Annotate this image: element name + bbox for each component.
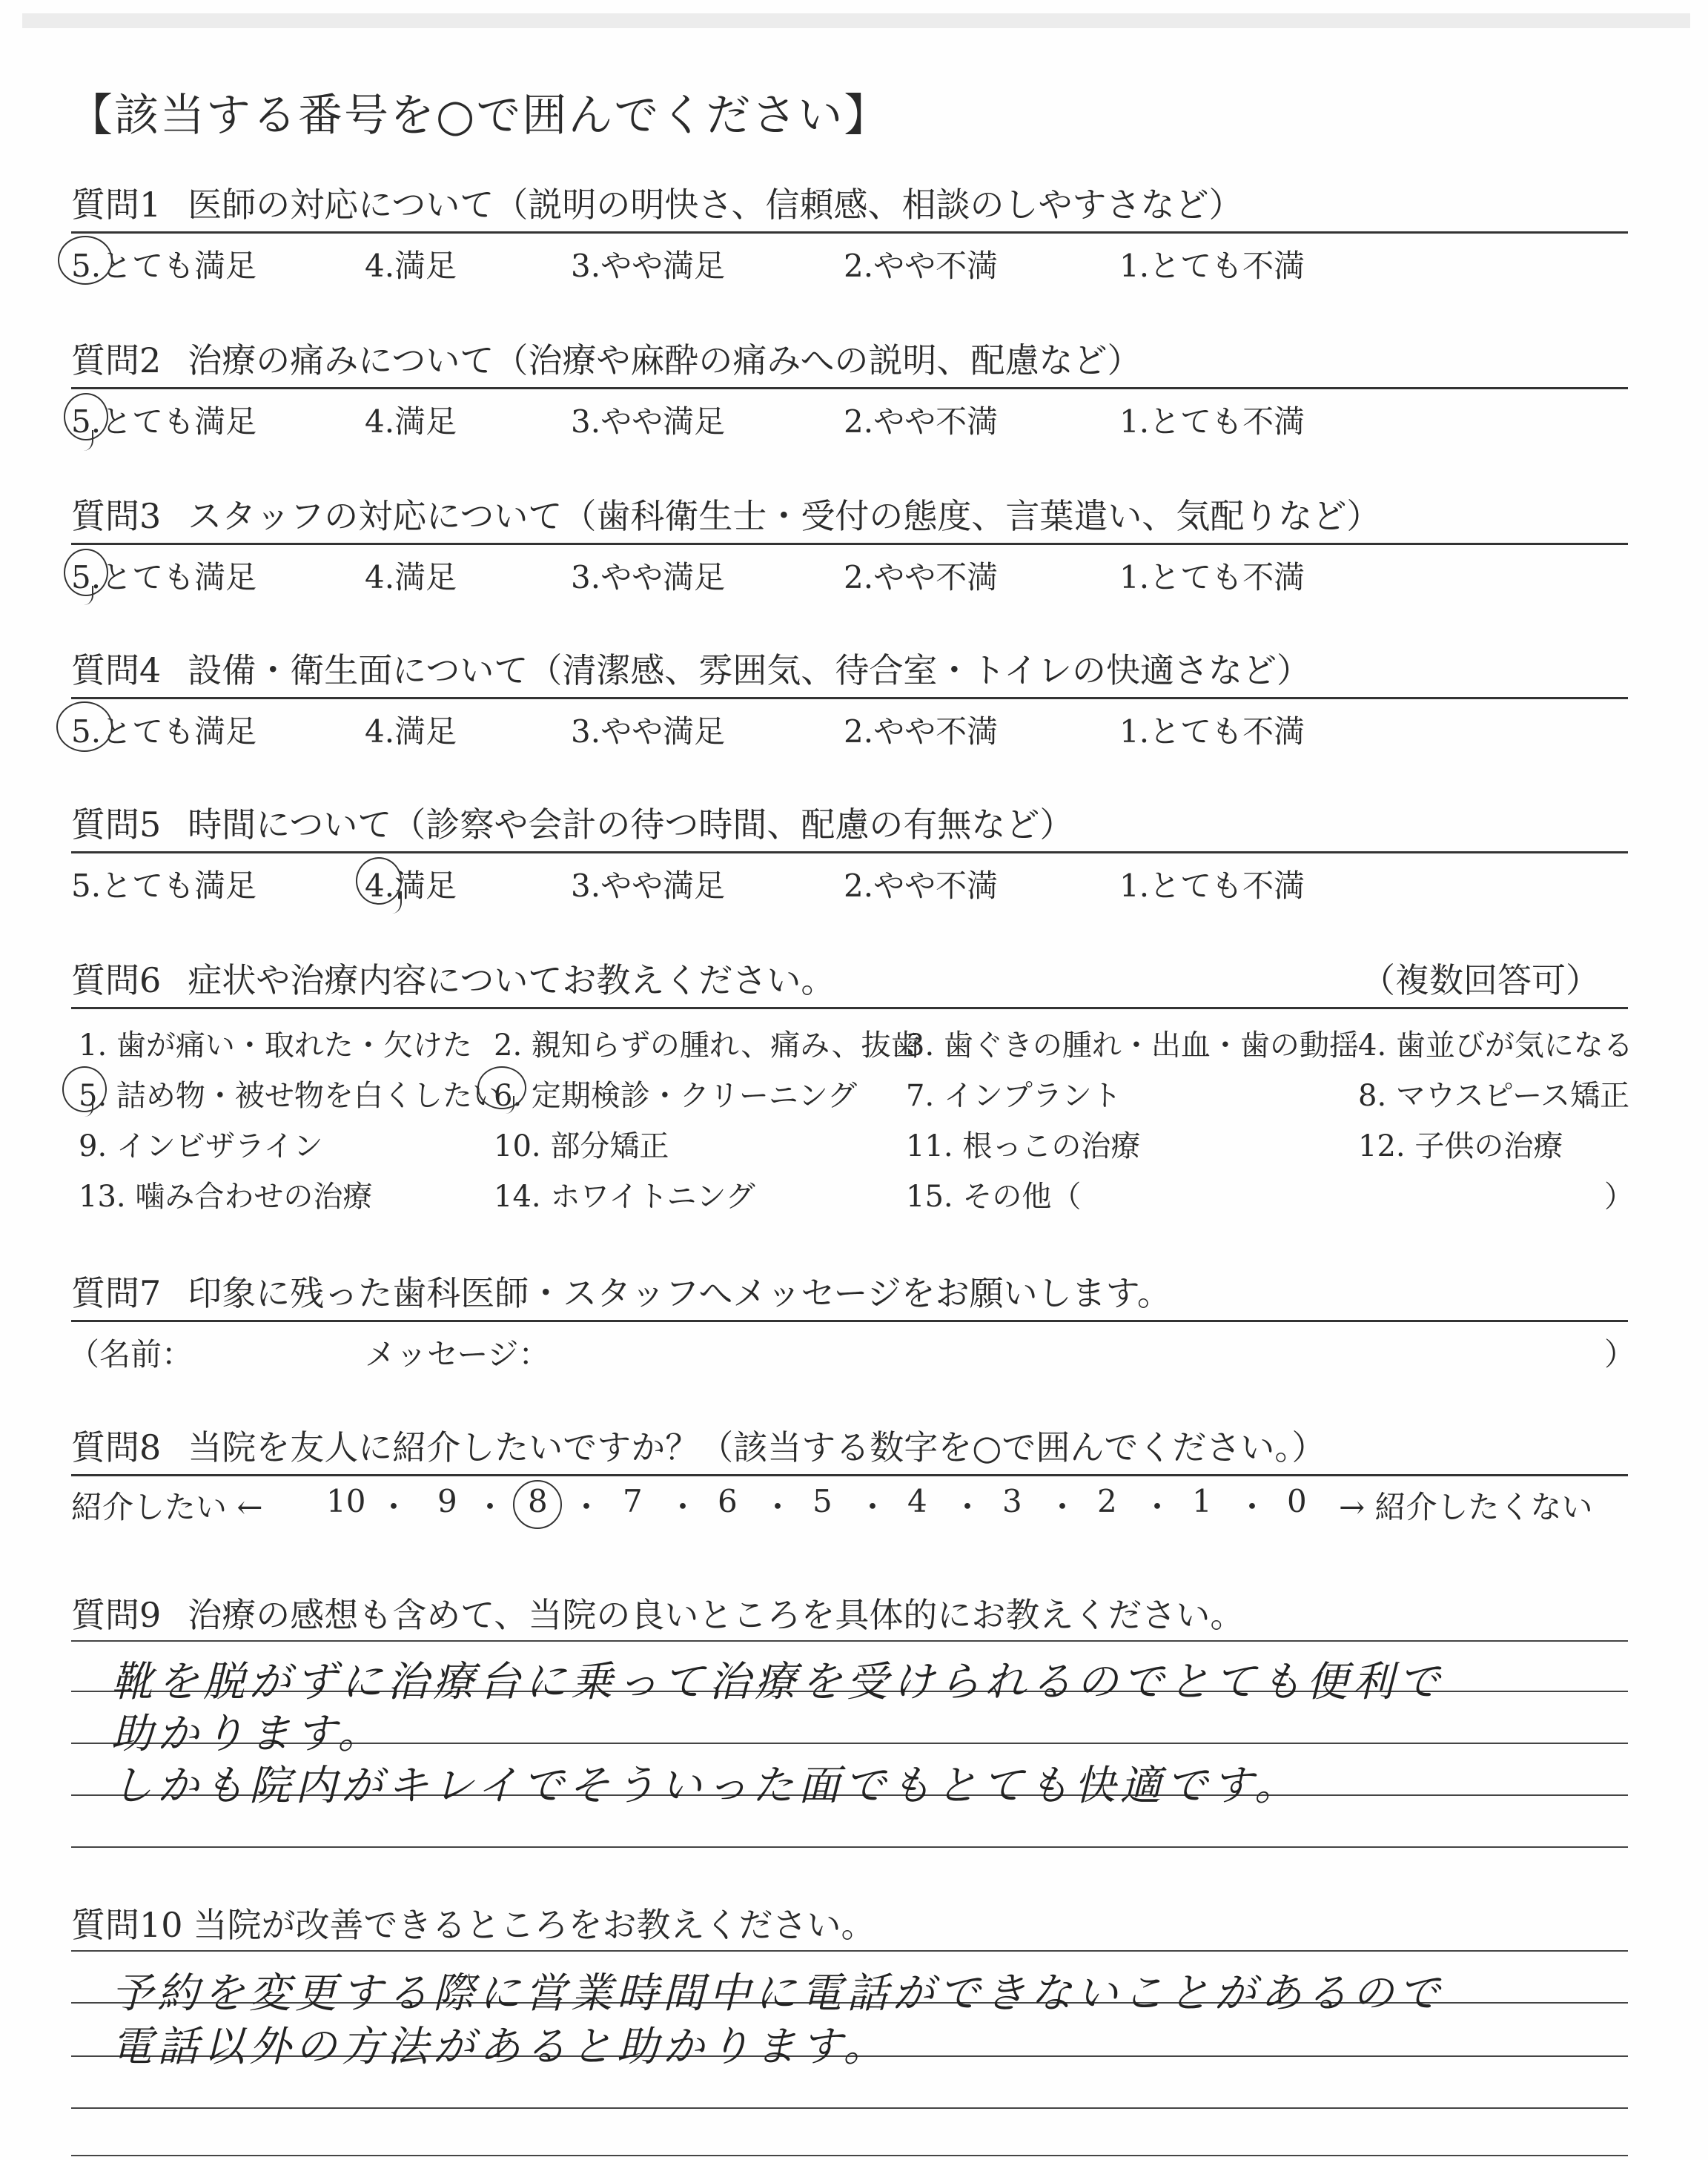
option-2[interactable]: 2.やや不満 bbox=[844, 403, 999, 440]
question-number: 質問8 bbox=[71, 1427, 162, 1467]
scale-left-label: 紹介したい ← bbox=[71, 1489, 263, 1525]
divider bbox=[71, 1320, 1628, 1322]
selected-circle-mark bbox=[58, 236, 113, 285]
scale-value-5[interactable]: 5 bbox=[812, 1483, 833, 1519]
option-1[interactable]: 1.とても不満 bbox=[1119, 868, 1305, 904]
symptom-item-10[interactable]: 10. 部分矯正 bbox=[494, 1129, 669, 1163]
handwritten-answer-line-1: 予約を変更する際に営業時間中に電話ができないことがあるので bbox=[111, 1969, 1444, 2018]
question-text: 当院を友人に紹介したいですか？（該当する数字を○で囲んでください。） bbox=[188, 1427, 1326, 1467]
page-instruction: 【該当する番号を○で囲んでください】 bbox=[68, 90, 890, 142]
scale-dot: ・ bbox=[571, 1489, 603, 1525]
option-3[interactable]: 3.やや満足 bbox=[571, 248, 726, 284]
handwritten-answer-line-3: しかも院内がキレイでそういった面でもとても快適です。 bbox=[111, 1762, 1301, 1810]
circle-tail-stroke bbox=[74, 586, 93, 605]
scale-dot: ・ bbox=[1142, 1489, 1174, 1525]
symptom-item-1[interactable]: 1. 歯が痛い・取れた・欠けた bbox=[79, 1028, 472, 1063]
scale-value-7[interactable]: 7 bbox=[623, 1483, 643, 1519]
scale-dot: ・ bbox=[474, 1489, 506, 1525]
question-text: 印象に残った歯科医師・スタッフへメッセージをお願いします。 bbox=[188, 1273, 1171, 1313]
divider bbox=[71, 1007, 1628, 1009]
option-1[interactable]: 1.とても不満 bbox=[1119, 403, 1305, 440]
option-1[interactable]: 1.とても不満 bbox=[1119, 713, 1305, 750]
symptom-item-3[interactable]: 3. 歯ぐきの腫れ・出血・歯の動揺 bbox=[906, 1028, 1359, 1063]
symptom-item-11[interactable]: 11. 根っこの治療 bbox=[906, 1129, 1141, 1163]
question-number: 質問4 bbox=[71, 650, 162, 690]
divider bbox=[71, 697, 1628, 699]
option-4[interactable]: 4.満足 bbox=[365, 868, 457, 904]
question-text: 時間について（診察や会計の待つ時間、配慮の有無など） bbox=[188, 805, 1074, 845]
symptom-item-5[interactable]: 5. 詰め物・被せ物を白くしたい bbox=[79, 1079, 502, 1113]
scale-value-0[interactable]: 0 bbox=[1287, 1483, 1307, 1519]
option-5[interactable]: 5.とても満足 bbox=[71, 403, 257, 440]
scale-value-4[interactable]: 4 bbox=[907, 1483, 927, 1519]
symptom-item-12[interactable]: 12. 子供の治療 bbox=[1358, 1129, 1563, 1163]
answer-line bbox=[71, 1950, 1628, 1952]
circle-tail-stroke bbox=[383, 891, 402, 914]
answer-line bbox=[71, 2155, 1628, 2156]
scan-top-band bbox=[22, 13, 1690, 28]
question-number: 質問2 bbox=[71, 340, 162, 380]
option-5[interactable]: 5.とても満足 bbox=[71, 868, 257, 904]
symptom-item-13[interactable]: 13. 噛み合わせの治療 bbox=[79, 1180, 373, 1214]
divider bbox=[71, 543, 1628, 545]
message-close-paren: ） bbox=[1604, 1336, 1636, 1373]
option-1[interactable]: 1.とても不満 bbox=[1119, 559, 1305, 595]
option-4[interactable]: 4.満足 bbox=[365, 403, 457, 440]
question-number: 質問5 bbox=[71, 805, 162, 845]
symptom-item-4[interactable]: 4. 歯並びが気になる bbox=[1358, 1028, 1633, 1063]
question-text: 治療の感想も含めて、当院の良いところを具体的にお教えください。 bbox=[188, 1595, 1245, 1635]
symptom-item-8[interactable]: 8. マウスピース矯正 bbox=[1358, 1079, 1630, 1113]
scale-dot: ・ bbox=[1237, 1489, 1268, 1525]
question-text: スタッフの対応について（歯科衛生士・受付の態度、言葉遣い、気配りなど） bbox=[188, 496, 1381, 536]
circle-tail-stroke bbox=[76, 1099, 93, 1117]
question-text: 設備・衛生面について（清潔感、雰囲気、待合室・トイレの快適さなど） bbox=[188, 650, 1311, 690]
circle-tail-stroke bbox=[497, 1096, 514, 1114]
question-text: 症状や治療内容についてお教えください。 bbox=[188, 960, 835, 1000]
option-3[interactable]: 3.やや満足 bbox=[571, 559, 726, 595]
question-number: 質問6 bbox=[71, 960, 162, 1000]
option-5[interactable]: 5.とても満足 bbox=[71, 248, 257, 284]
answer-line bbox=[71, 1640, 1628, 1642]
option-4[interactable]: 4.満足 bbox=[365, 559, 457, 595]
circle-tail-stroke bbox=[74, 430, 93, 451]
symptom-item-7[interactable]: 7. インプラント bbox=[906, 1079, 1122, 1113]
scale-value-6[interactable]: 6 bbox=[718, 1483, 738, 1519]
handwritten-answer-line-1: 靴を脱がずに治療台に乗って治療を受けられるのでとても便利で bbox=[111, 1658, 1444, 1706]
multiple-answers-note: （複数回答可） bbox=[1361, 960, 1600, 1000]
scale-dot: ・ bbox=[378, 1489, 410, 1525]
handwritten-answer-line-2: 電話以外の方法があると助かります。 bbox=[111, 2023, 890, 2071]
name-label: （名前： bbox=[68, 1336, 193, 1373]
scale-dot: ・ bbox=[1047, 1489, 1079, 1525]
symptom-item-6[interactable]: 6. 定期検診・クリーニング bbox=[494, 1079, 858, 1113]
answer-line bbox=[71, 2107, 1628, 2109]
option-4[interactable]: 4.満足 bbox=[365, 713, 457, 750]
divider bbox=[71, 851, 1628, 853]
option-3[interactable]: 3.やや満足 bbox=[571, 868, 726, 904]
recommend-scale bbox=[0, 1483, 1708, 1527]
question-text: 医師の対応について（説明の明快さ、信頼感、相談のしやすさなど） bbox=[188, 185, 1243, 225]
option-2[interactable]: 2.やや不満 bbox=[844, 713, 999, 750]
selected-circle-mark bbox=[56, 701, 113, 752]
question-number: 質問9 bbox=[71, 1595, 162, 1635]
option-4[interactable]: 4.満足 bbox=[365, 248, 457, 284]
scale-dot: ・ bbox=[857, 1489, 889, 1525]
handwritten-answer-line-2: 助かります。 bbox=[111, 1710, 384, 1758]
option-5[interactable]: 5.とても満足 bbox=[71, 713, 257, 750]
selected-circle-mark bbox=[513, 1480, 562, 1529]
option-2[interactable]: 2.やや不満 bbox=[844, 559, 999, 595]
option-3[interactable]: 3.やや満足 bbox=[571, 713, 726, 750]
scale-right-label: → 紹介したくない bbox=[1339, 1489, 1593, 1525]
scale-dot: ・ bbox=[952, 1489, 984, 1525]
option-5[interactable]: 5.とても満足 bbox=[71, 559, 257, 595]
divider bbox=[71, 1474, 1628, 1476]
scale-dot: ・ bbox=[667, 1489, 699, 1525]
option-2[interactable]: 2.やや不満 bbox=[844, 868, 999, 904]
scale-value-3[interactable]: 3 bbox=[1002, 1483, 1022, 1519]
divider bbox=[71, 231, 1628, 234]
question-number: 質問3 bbox=[71, 496, 162, 536]
question-text: 当院が改善できるところをお教えください。 bbox=[193, 1905, 875, 1945]
option-3[interactable]: 3.やや満足 bbox=[571, 403, 726, 440]
scale-value-2[interactable]: 2 bbox=[1097, 1483, 1117, 1519]
scale-value-8[interactable]: 8 bbox=[528, 1483, 548, 1519]
question-number: 質問1 bbox=[71, 185, 162, 225]
option-2[interactable]: 2.やや不満 bbox=[844, 248, 999, 284]
answer-line bbox=[71, 1846, 1628, 1848]
other-close-paren: ） bbox=[1604, 1180, 1634, 1214]
symptom-item-2[interactable]: 2. 親知らずの腫れ、痛み、抜歯 bbox=[494, 1028, 921, 1063]
question-number: 質問10 bbox=[71, 1905, 183, 1945]
question-number: 質問7 bbox=[71, 1273, 162, 1313]
scale-dot: ・ bbox=[762, 1489, 794, 1525]
question-text: 治療の痛みについて（治療や麻酔の痛みへの説明、配慮など） bbox=[188, 340, 1142, 380]
scale-value-10[interactable]: 10 bbox=[326, 1483, 366, 1519]
scale-value-1[interactable]: 1 bbox=[1192, 1483, 1212, 1519]
divider bbox=[71, 387, 1628, 389]
symptom-item-14[interactable]: 14. ホワイトニング bbox=[494, 1180, 755, 1214]
symptom-item-15[interactable]: 15. その他（ bbox=[906, 1180, 1082, 1214]
symptom-item-9[interactable]: 9. インビザライン bbox=[79, 1129, 323, 1163]
scale-value-9[interactable]: 9 bbox=[437, 1483, 457, 1519]
option-1[interactable]: 1.とても不満 bbox=[1119, 248, 1305, 284]
message-label: メッセージ： bbox=[365, 1336, 550, 1373]
